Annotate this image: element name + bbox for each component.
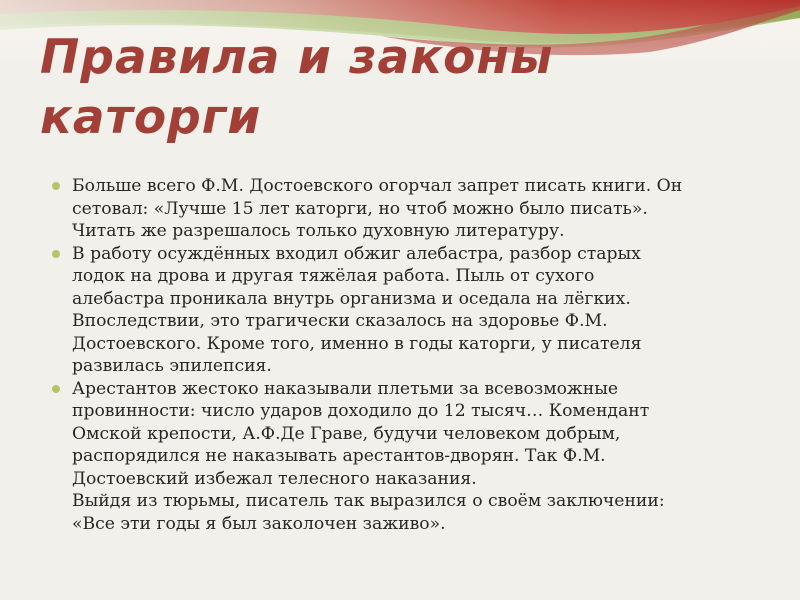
bullet-item-1 bbox=[48, 175, 748, 243]
bullet-line: Арестантов жестоко наказывали плетьми за всевозможные bbox=[72, 378, 619, 399]
bullet-line: Впоследствии, это трагически сказалось на здоровье Ф.М. bbox=[72, 311, 608, 331]
bullet-line: «Все эти годы я был заколочен заживо». bbox=[72, 513, 446, 534]
bullet-line: распорядился не наказывать арестантов-дворян. Так Ф.М. bbox=[72, 446, 606, 466]
bullet-item-2 bbox=[48, 243, 748, 378]
bullet-line: Больше всего Ф.М. Достоевского огорчал запрет писать книги. Он bbox=[72, 176, 683, 196]
slide-title-line-2: каторги bbox=[40, 90, 262, 145]
slide-title-line-1: Правила и законы bbox=[40, 30, 554, 85]
bullet-line: Достоевский избежал телесного наказания. bbox=[72, 468, 477, 489]
bullet-line: провинности: число ударов доходило до 12 тысяч… Комендант bbox=[72, 401, 650, 421]
bullet-line: сетовал: «Лучше 15 лет каторги, но чтоб можно было писать». bbox=[72, 198, 648, 219]
bullet-item-3 bbox=[48, 378, 748, 536]
bullet-list bbox=[48, 175, 748, 535]
bullet-line: Читать же разрешалось только духовную литературу. bbox=[72, 221, 565, 241]
bullet-line: лодок на дрова и другая тяжёлая работа. Пыль от сухого bbox=[72, 266, 595, 286]
bullet-line: В работу осуждённых входил обжиг алебастра, разбор старых bbox=[72, 243, 641, 264]
bullet-dot-icon bbox=[52, 250, 60, 258]
bullet-line: развилась эпилепсия. bbox=[72, 356, 272, 376]
bullet-line: алебастра проникала внутрь организма и оседала на лёгких. bbox=[72, 288, 631, 309]
bullet-line: Выйдя из тюрьмы, писатель так выразился о своём заключении: bbox=[72, 491, 665, 511]
bullet-dot-icon bbox=[52, 385, 60, 393]
bullet-line: Омской крепости, А.Ф.Де Граве, будучи человеком добрым, bbox=[72, 423, 621, 444]
bullet-dot-icon bbox=[52, 182, 60, 190]
bullet-line: Достоевского. Кроме того, именно в годы каторги, у писателя bbox=[72, 333, 642, 354]
slide-title bbox=[40, 28, 760, 148]
